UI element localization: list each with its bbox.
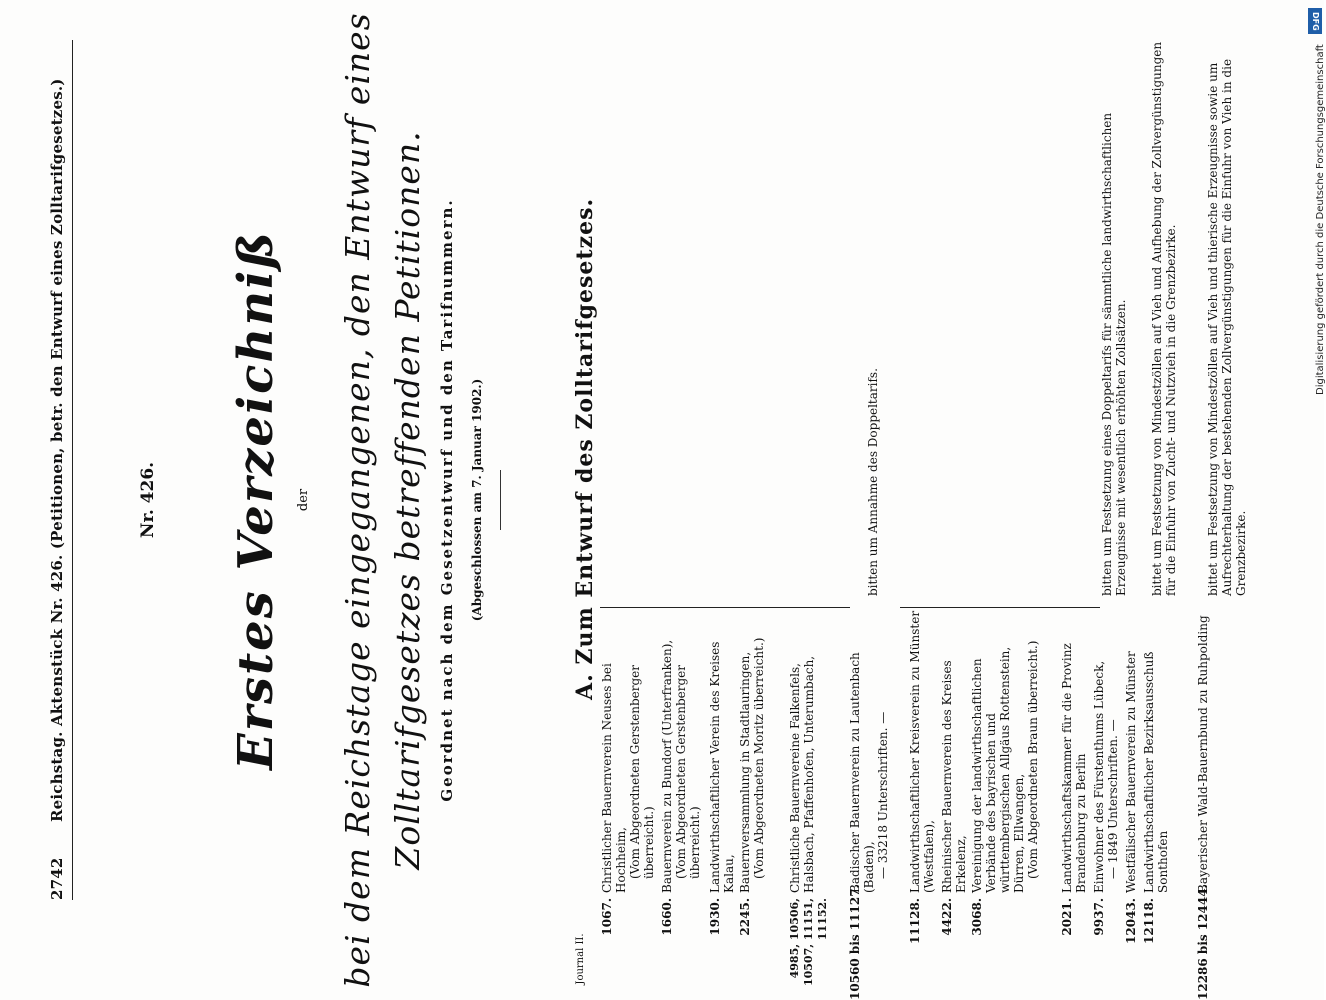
journal-number: 4985, 10506, 10507, 11151, 11152. [788, 898, 829, 987]
request-1: bitten um Festsetzung eines Doppeltarifs für sämmtliche landwirthschaftlichen Erzeugnisse mit wesentlich erhöhten Zollsätzen. [1100, 112, 1128, 596]
journal-column-header: Journal II. [575, 933, 586, 985]
divider [500, 470, 501, 530]
closing-date: (Abgeschlossen am 7. Januar 1902.) [470, 378, 484, 622]
journal-number: 10560 bis 11127. [848, 884, 862, 1000]
petitioner: Christlicher Bauernverein Neuses bei Hochheim, [600, 663, 628, 893]
petitioner: Badischer Bauernverein zu Lautenbach (Baden), [848, 652, 876, 893]
request-doppeltarif: bitten um Annahme des Doppeltarifs. [866, 368, 880, 596]
journal-number: 12286 bis 12444. [1196, 884, 1210, 1000]
document-number: Nr. 426. [138, 461, 158, 539]
petition-entry [600, 603, 656, 893]
header-rule [72, 40, 73, 900]
title-line-3: Zolltarifgesetzes betreffenden Petitionen. [388, 130, 427, 870]
request-3: bittet um Festsetzung von Mindestzöllen auf Vieh und thierische Erzeugnisse sowie um Aufrechterhaltung der bestehenden Zollvergünstigungen für die Einfuhr von Vieh in die Grenzbezirke. [1206, 58, 1248, 596]
journal-number: 3068. [970, 898, 984, 936]
journal-number: 2245. [738, 898, 752, 936]
journal-number: 12118. [1142, 898, 1156, 944]
petitioner: Landwirthschaftskammer für die Provinz Brandenburg zu Berlin [1060, 643, 1088, 893]
stamp-text: Digitalisierung gefördert durch die Deutsche Forschungsgemeinschaft [1315, 44, 1326, 395]
petition-entry [940, 603, 968, 893]
section-heading: A. Zum Entwurf des Zolltarifgesetzes. [572, 197, 598, 700]
petitioner: Landwirthschaftlicher Kreisverein zu Münster (Westfalen), [908, 610, 936, 893]
petition-entry [848, 603, 890, 893]
petitioner: Vereinigung der landwirthschaftlichen Verbände des bayrischen und württembergischen Allgäus Rottenstein, Dürren, Ellwangen, [970, 646, 1026, 893]
title-line-2: bei dem Reichstage eingegangenen, den Entwurf eines [338, 12, 377, 988]
entry-note: (Vom Abgeordneten Braun überreicht.) [1026, 640, 1040, 879]
petitioner: Rheinischer Bauernverein des Kreises Erkelenz, [940, 660, 968, 893]
ordering-note: Geordnet nach dem Gesetzentwurf und den Tarifnummern. [438, 198, 456, 802]
dfg-logo: DFG [1308, 8, 1322, 34]
petitioner: Einwohner des Fürstenthums Lübeck, [1092, 660, 1106, 893]
journal-number: 1660. [660, 898, 674, 936]
entry-note: (Vom Abgeordneten Gerstenberger überreicht.) [674, 664, 702, 879]
journal-number: 11128. [908, 898, 922, 944]
petitioner: Bauernversammlung in Stadtlauringen, [738, 651, 752, 893]
journal-number: 1067. [600, 898, 614, 936]
journal-number: 12043. [1124, 898, 1138, 944]
running-head [48, 78, 66, 900]
request-2: bittet um Festsetzung von Mindestzöllen auf Vieh und Aufhebung der Zollvergünstigungen für die Einfuhr von Zucht- und Nutzvieh in die Grenzbezirke. [1150, 41, 1178, 596]
journal-number: 4422. [940, 898, 954, 936]
petition-entry [1092, 603, 1120, 893]
petition-entry [1142, 603, 1170, 893]
journal-number: 2021. [1060, 898, 1074, 936]
petition-entry [1124, 603, 1138, 893]
petitioner: Landwirthschaftlicher Verein des Kreises Kalau, [708, 641, 736, 893]
title-main: Erstes Verzeichniß [228, 230, 284, 770]
entry-note: — 1849 Unterschriften. — [1106, 719, 1120, 879]
entry-note: — 33218 Unterschriften. — [876, 711, 890, 879]
petitioner: Westfälischer Bauernverein zu Münster [1124, 651, 1138, 893]
petitioner: Bauernverein zu Bundorf (Unterfranken), [660, 639, 674, 893]
petition-entry [788, 603, 816, 893]
petition-entry [970, 603, 1040, 893]
page-number: 2742 [48, 857, 66, 900]
grouping-brace [600, 607, 850, 608]
petition-entry [708, 603, 736, 893]
petition-entry [1196, 603, 1210, 893]
journal-number: 9937. [1092, 898, 1106, 936]
title-connector: der [296, 488, 311, 512]
petition-entry [908, 603, 936, 893]
entry-note: (Vom Abgeordneten Gerstenberger überreicht.) [628, 664, 656, 879]
journal-number: 1930. [708, 898, 722, 936]
digitization-stamp [1295, 10, 1325, 1000]
petitioner: Bayerischer Wald-Bauernbund zu Ruhpolding [1196, 615, 1210, 893]
petition-entry [738, 603, 766, 893]
petition-entry [1060, 603, 1088, 893]
running-head-text: Reichstag. Aktenstück Nr. 426. (Petitionen, betr. den Entwurf eines Zolltarifgesetzes.) [48, 78, 66, 822]
entry-note: (Vom Abgeordneten Moritz überreicht.) [752, 637, 766, 879]
petitioner: Christliche Bauernvereine Falkenfels, Halsbach, Pfaffenhofen, Unterumbach, [788, 655, 816, 893]
petitioner: Landwirthschaftlicher Bezirksausschuß Sonthofen [1142, 651, 1170, 893]
grouping-brace [900, 607, 1100, 608]
petition-entry [660, 603, 702, 893]
